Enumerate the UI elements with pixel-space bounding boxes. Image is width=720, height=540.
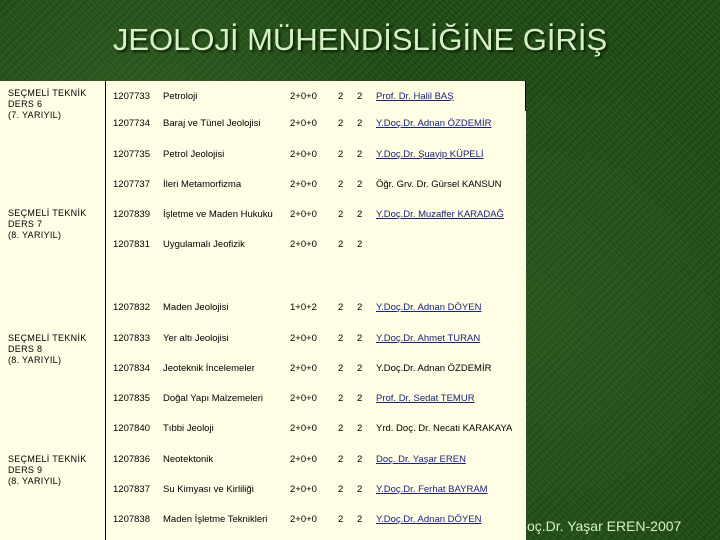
table-row <box>0 444 526 474</box>
course-name: İleri Metamorfizma <box>163 178 242 190</box>
course-code: 1207840 <box>113 422 150 434</box>
course-code: 1207837 <box>113 483 150 495</box>
footer-credit: oç.Dr. Yaşar EREN-2007 <box>527 518 682 534</box>
page-title: JEOLOJİ MÜHENDİSLİĞİNE GİRİŞ <box>112 22 608 57</box>
course-credit: 2 <box>338 422 344 434</box>
course-hours: 2+0+0 <box>290 453 317 465</box>
table-row <box>0 108 526 138</box>
course-credit: 2 <box>338 178 344 190</box>
course-hours: 2+0+0 <box>290 208 317 220</box>
course-hours: 2+0+0 <box>290 483 317 495</box>
table-row <box>0 139 526 169</box>
table-row <box>0 323 526 353</box>
course-credit: 2 <box>338 208 344 220</box>
course-credit: 2 <box>338 238 344 250</box>
course-hours: 2+0+0 <box>290 90 317 102</box>
course-name: Yer altı Jeolojisi <box>163 332 229 344</box>
course-hours: 2+0+0 <box>290 238 317 250</box>
course-code: 1207735 <box>113 148 150 160</box>
course-credit: 2 <box>338 513 344 525</box>
course-ects: 2 <box>357 392 363 404</box>
course-code: 1207838 <box>113 513 150 525</box>
table-row <box>0 169 526 199</box>
table-row <box>0 353 526 383</box>
course-name: Baraj ve Tünel Jeolojisi <box>163 117 261 129</box>
course-credit: 2 <box>338 90 344 102</box>
course-credit: 2 <box>338 453 344 465</box>
course-name: Uygulamalı Jeofizik <box>163 238 245 250</box>
course-ects: 2 <box>357 422 363 434</box>
course-credit: 2 <box>338 301 344 313</box>
course-code: 1207831 <box>113 238 150 250</box>
group-label-line: DERS 6 <box>8 99 43 109</box>
course-name: Petroloji <box>163 90 198 102</box>
course-hours: 2+0+0 <box>290 392 317 404</box>
group-label-line: (7. YARIYIL) <box>8 110 62 120</box>
course-code: 1207839 <box>113 208 150 220</box>
course-ects: 2 <box>357 483 363 495</box>
table-row <box>0 81 526 111</box>
course-name: Tıbbi Jeoloji <box>163 422 214 434</box>
course-hours: 2+0+0 <box>290 148 317 160</box>
course-ects: 2 <box>357 301 363 313</box>
instructor-link[interactable]: Y.Doç.Dr. Ferhat BAYRAM <box>376 483 488 495</box>
instructor-link[interactable]: Y.Doç.Dr. Muzaffer KARADAĞ <box>376 208 504 220</box>
course-hours: 2+0+0 <box>290 332 317 344</box>
group-label-line: SEÇMELİ TEKNİK <box>8 333 87 343</box>
course-hours: 2+0+0 <box>290 362 317 374</box>
course-name: Maden İşletme Teknikleri <box>163 513 268 525</box>
table-row <box>0 474 526 504</box>
course-credit: 2 <box>338 332 344 344</box>
course-credit: 2 <box>338 117 344 129</box>
course-name: Maden Jeolojisi <box>163 301 229 313</box>
course-credit: 2 <box>338 392 344 404</box>
course-name: Doğal Yapı Malzemeleri <box>163 392 263 404</box>
instructor-link[interactable]: Prof. Dr. Halil BAŞ <box>376 90 454 102</box>
course-name: Jeoteknik İncelemeler <box>163 362 255 374</box>
course-code: 1207733 <box>113 90 150 102</box>
course-code: 1207734 <box>113 117 150 129</box>
course-credit: 2 <box>338 483 344 495</box>
group-label-line: DERS 7 <box>8 219 43 229</box>
instructor-link[interactable]: Doç. Dr. Yaşar EREN <box>376 453 466 465</box>
course-name: Petrol Jeolojisi <box>163 148 225 160</box>
instructor-name: Öğr. Grv. Dr. Gürsel KANSUN <box>376 178 502 190</box>
table-row <box>0 504 526 534</box>
course-code: 1207737 <box>113 178 150 190</box>
group-label-line: (8. YARIYIL) <box>8 230 62 240</box>
instructor-link[interactable]: Y.Doç.Dr. Adnan ÖZDEMİR <box>376 117 492 129</box>
group-label-line: (8. YARIYIL) <box>8 476 62 486</box>
instructor-link[interactable]: Prof. Dr. Sedat TEMUR <box>376 392 475 404</box>
course-code: 1207832 <box>113 301 150 313</box>
course-name: İşletme ve Maden Hukuku <box>163 208 273 220</box>
course-hours: 2+0+0 <box>290 513 317 525</box>
course-code: 1207834 <box>113 362 150 374</box>
table-row <box>0 229 526 259</box>
table-row <box>0 292 526 322</box>
course-credit: 2 <box>338 148 344 160</box>
group-label-line: SEÇMELİ TEKNİK <box>8 208 87 218</box>
group-label-line: DERS 9 <box>8 465 43 475</box>
course-ects: 2 <box>357 362 363 374</box>
course-ects: 2 <box>357 117 363 129</box>
course-ects: 2 <box>357 513 363 525</box>
course-code: 1207836 <box>113 453 150 465</box>
instructor-link[interactable]: Y.Doç.Dr. Adnan DÖYEN <box>376 301 482 313</box>
instructor-name: Yrd. Doç. Dr. Necati KARAKAYA <box>376 422 513 434</box>
instructor-link[interactable]: Y.Doç.Dr. Şuayip KÜPELİ <box>376 148 484 160</box>
course-hours: 2+0+0 <box>290 422 317 434</box>
group-label-line: SEÇMELİ TEKNİK <box>8 88 87 98</box>
group-label-line: DERS 8 <box>8 344 43 354</box>
table-row <box>0 199 526 229</box>
course-hours: 2+0+0 <box>290 178 317 190</box>
instructor-link[interactable]: Y.Doç.Dr. Ahmet TURAN <box>376 332 481 344</box>
instructor-link[interactable]: Y.Doç.Dr. Adnan DÖYEN <box>376 513 482 525</box>
course-code: 1207833 <box>113 332 150 344</box>
course-ects: 2 <box>357 148 363 160</box>
group-label-line: SEÇMELİ TEKNİK <box>8 454 87 464</box>
course-ects: 2 <box>357 453 363 465</box>
group-label-line: (8. YARIYIL) <box>8 355 62 365</box>
course-ects: 2 <box>357 332 363 344</box>
course-code: 1207835 <box>113 392 150 404</box>
course-hours: 2+0+0 <box>290 117 317 129</box>
course-credit: 2 <box>338 362 344 374</box>
course-ects: 2 <box>357 90 363 102</box>
course-name: Neotektonik <box>163 453 214 465</box>
course-ects: 2 <box>357 178 363 190</box>
table-row <box>0 383 526 413</box>
course-hours: 1+0+2 <box>290 301 317 313</box>
course-name: Su Kimyası ve Kirliliği <box>163 483 254 495</box>
course-table <box>0 81 526 540</box>
course-ects: 2 <box>357 208 363 220</box>
instructor-name: Y.Doç.Dr. Adnan ÖZDEMİR <box>376 362 492 374</box>
table-row <box>0 413 526 443</box>
course-ects: 2 <box>357 238 363 250</box>
